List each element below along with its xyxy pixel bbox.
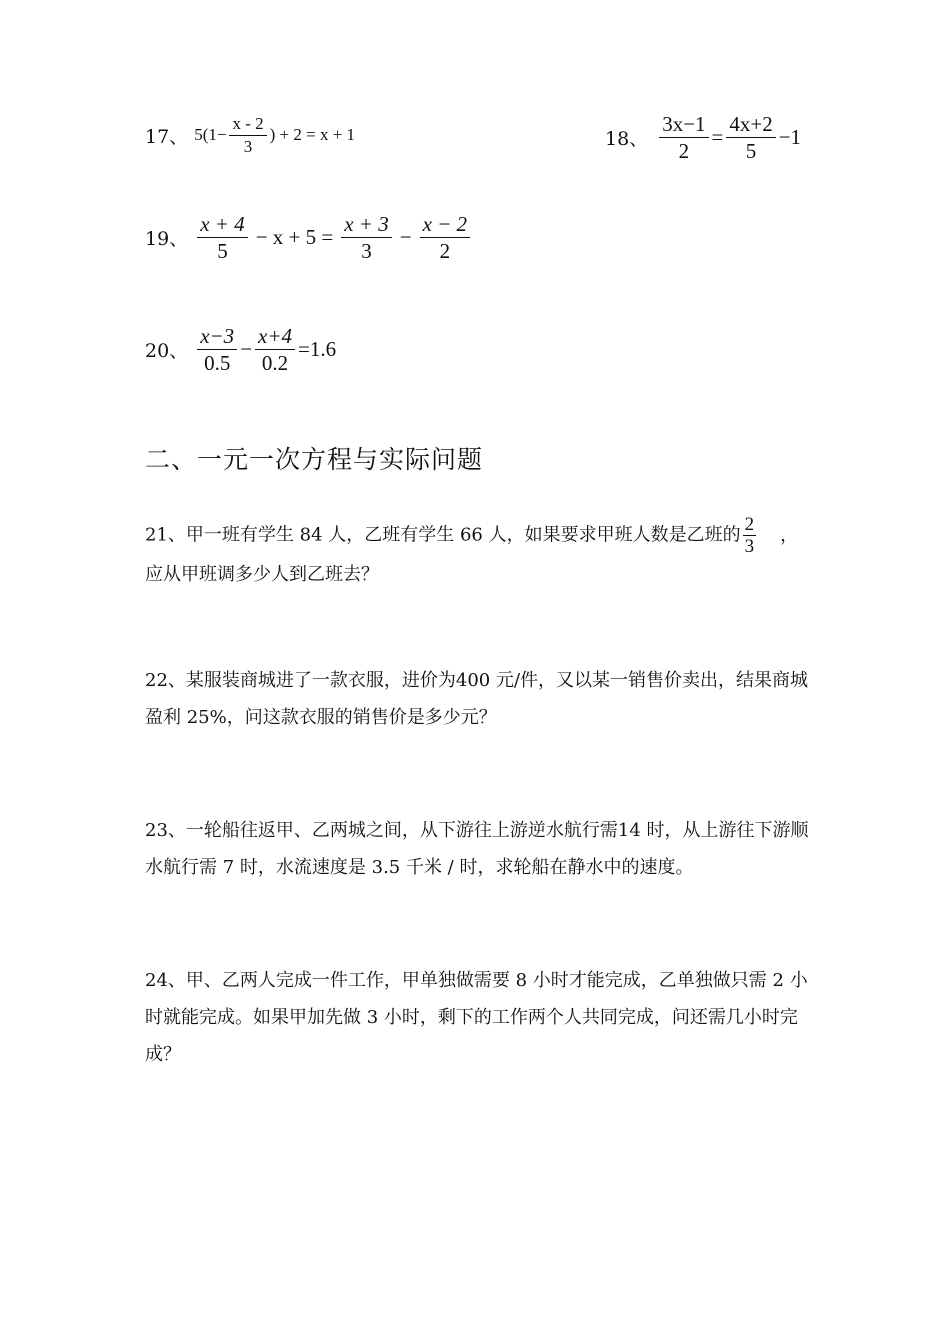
problem-22: 22、某服装商城进了一款衣服，进价为400 元/件，又以某一销售价卖出，结果商城盈利 25%，问这款衣服的销售价是多少元？ xyxy=(145,670,809,728)
expr-part: − x + 5 = xyxy=(255,225,334,250)
problem-20 xyxy=(145,325,336,374)
fraction xyxy=(420,213,471,262)
problem-number: 18、 xyxy=(605,128,649,151)
problem-number: 19、 xyxy=(145,228,189,251)
section-heading: 二、一元一次方程与实际问题 xyxy=(145,445,484,474)
problem-text: 应从甲班调多少人到乙班去？ xyxy=(145,564,379,585)
problem-text: 21、甲一班有学生 84 人，乙班有学生 66 人，如果要求甲班人数是乙班的 xyxy=(145,524,741,546)
numerator: x - 2 xyxy=(229,115,266,136)
denominator: 2 xyxy=(678,139,690,164)
denominator: 3 xyxy=(361,239,372,264)
problem-18 xyxy=(605,113,801,162)
expr-part: −1 xyxy=(778,125,802,150)
fraction xyxy=(743,515,757,556)
numerator: 4x+2 xyxy=(726,113,775,138)
fraction xyxy=(197,325,237,374)
punctuation: ， xyxy=(780,524,799,546)
fraction xyxy=(341,213,392,262)
fraction xyxy=(229,115,266,156)
denominator: 3 xyxy=(243,136,253,156)
problem-21 xyxy=(145,515,815,593)
fraction xyxy=(255,325,295,374)
fraction xyxy=(726,113,775,162)
denominator: 0.5 xyxy=(204,351,231,376)
expr-part: ) + 2 = x + 1 xyxy=(269,125,356,145)
problem-24: 24、甲、乙两人完成一件工作，甲单独做需要 8 小时才能完成，乙单独做只需 2 小时就能完成。如果甲加先做 3 小时，剩下的工作两个人共同完成，问还需几小时完成？ xyxy=(145,970,808,1065)
expr-part: 5(1− xyxy=(194,125,227,145)
numerator: x − 2 xyxy=(420,213,471,238)
numerator: x + 3 xyxy=(341,213,392,238)
numerator: x+4 xyxy=(255,325,295,350)
problem-23: 23、一轮船往返甲、乙两城之间，从下游往上游逆水航行需14 时，从上游往下游顺水航行需 7 时，水流速度是 3.5 千米 / 时，求轮船在静水中的速度。 xyxy=(145,820,809,878)
denominator: 5 xyxy=(745,139,757,164)
numerator: 3x−1 xyxy=(659,113,708,138)
numerator: 2 xyxy=(744,514,755,535)
minus-sign: − xyxy=(240,337,253,362)
problem-number: 17、 xyxy=(145,125,189,148)
problem-19 xyxy=(145,213,473,262)
expr-part: =1.6 xyxy=(298,337,337,362)
numerator: x−3 xyxy=(197,325,237,350)
fraction xyxy=(197,213,248,262)
problem-17 xyxy=(145,115,355,156)
problem-number: 20、 xyxy=(145,340,189,363)
denominator: 0.2 xyxy=(261,351,289,376)
denominator: 5 xyxy=(217,239,228,264)
minus-sign: − xyxy=(399,225,412,250)
denominator: 3 xyxy=(744,536,755,557)
fraction xyxy=(659,113,708,162)
equals-sign: = xyxy=(711,125,724,150)
numerator: x + 4 xyxy=(197,213,248,238)
denominator: 2 xyxy=(439,239,451,264)
